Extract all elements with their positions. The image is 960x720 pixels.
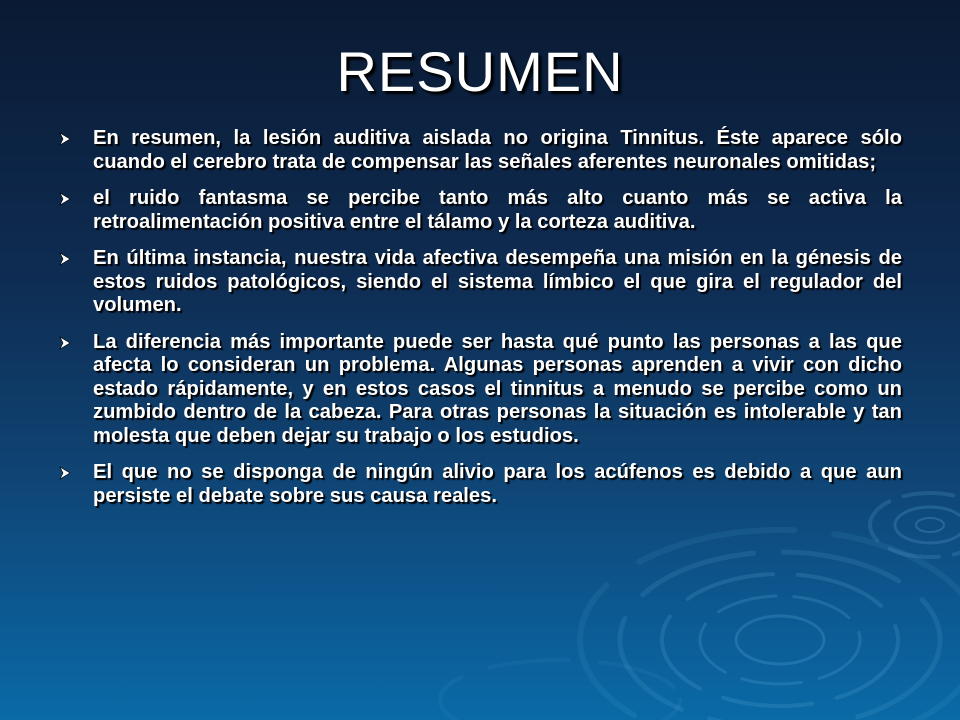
bullet-item: [58, 187, 902, 234]
bullet-text: En última instancia, nuestra vida afectiva desempeña una misión en la génesis de estos ruidos patológicos, siendo el sistema límbico el que gira el regulador del volumen.: [93, 247, 902, 316]
bullet-text: La diferencia más importante puede ser hasta qué punto las personas a las que afecta lo consideran un problema. Algunas personas aprenden a vivir con dicho estado rápidamente, y en estos casos el tinnitus a menudo se percibe como un zumbido dentro de la cabeza. Para otras personas la situación es intolerable y tan molesta que deben dejar su trabajo o los estudios.: [93, 330, 902, 447]
arrow-bullet-icon: [58, 252, 72, 266]
bullet-list: [58, 127, 902, 521]
bullet-text: el ruido fantasma se percibe tanto más alto cuanto más se activa la retroalimentación positiva entre el tálamo y la corteza auditiva.: [93, 187, 902, 233]
bullet-item: [58, 331, 902, 449]
arrow-bullet-icon: [58, 192, 72, 206]
bullet-text: En resumen, la lesión auditiva aislada no origina Tinnitus. Éste aparece sólo cuando el cerebro trata de compensar las señales aferentes neuronales omitidas;: [93, 127, 902, 173]
arrow-bullet-icon: [58, 336, 72, 350]
slide-title: RESUMEN: [336, 40, 624, 103]
bullet-item: [58, 247, 902, 318]
bullet-item: [58, 461, 902, 508]
bullet-item: [58, 127, 902, 174]
bullet-text: El que no se disponga de ningún alivio para los acúfenos es debido a que aun persiste el debate sobre sus causa reales.: [93, 461, 902, 507]
arrow-bullet-icon: [58, 466, 72, 480]
arrow-bullet-icon: [58, 132, 72, 146]
